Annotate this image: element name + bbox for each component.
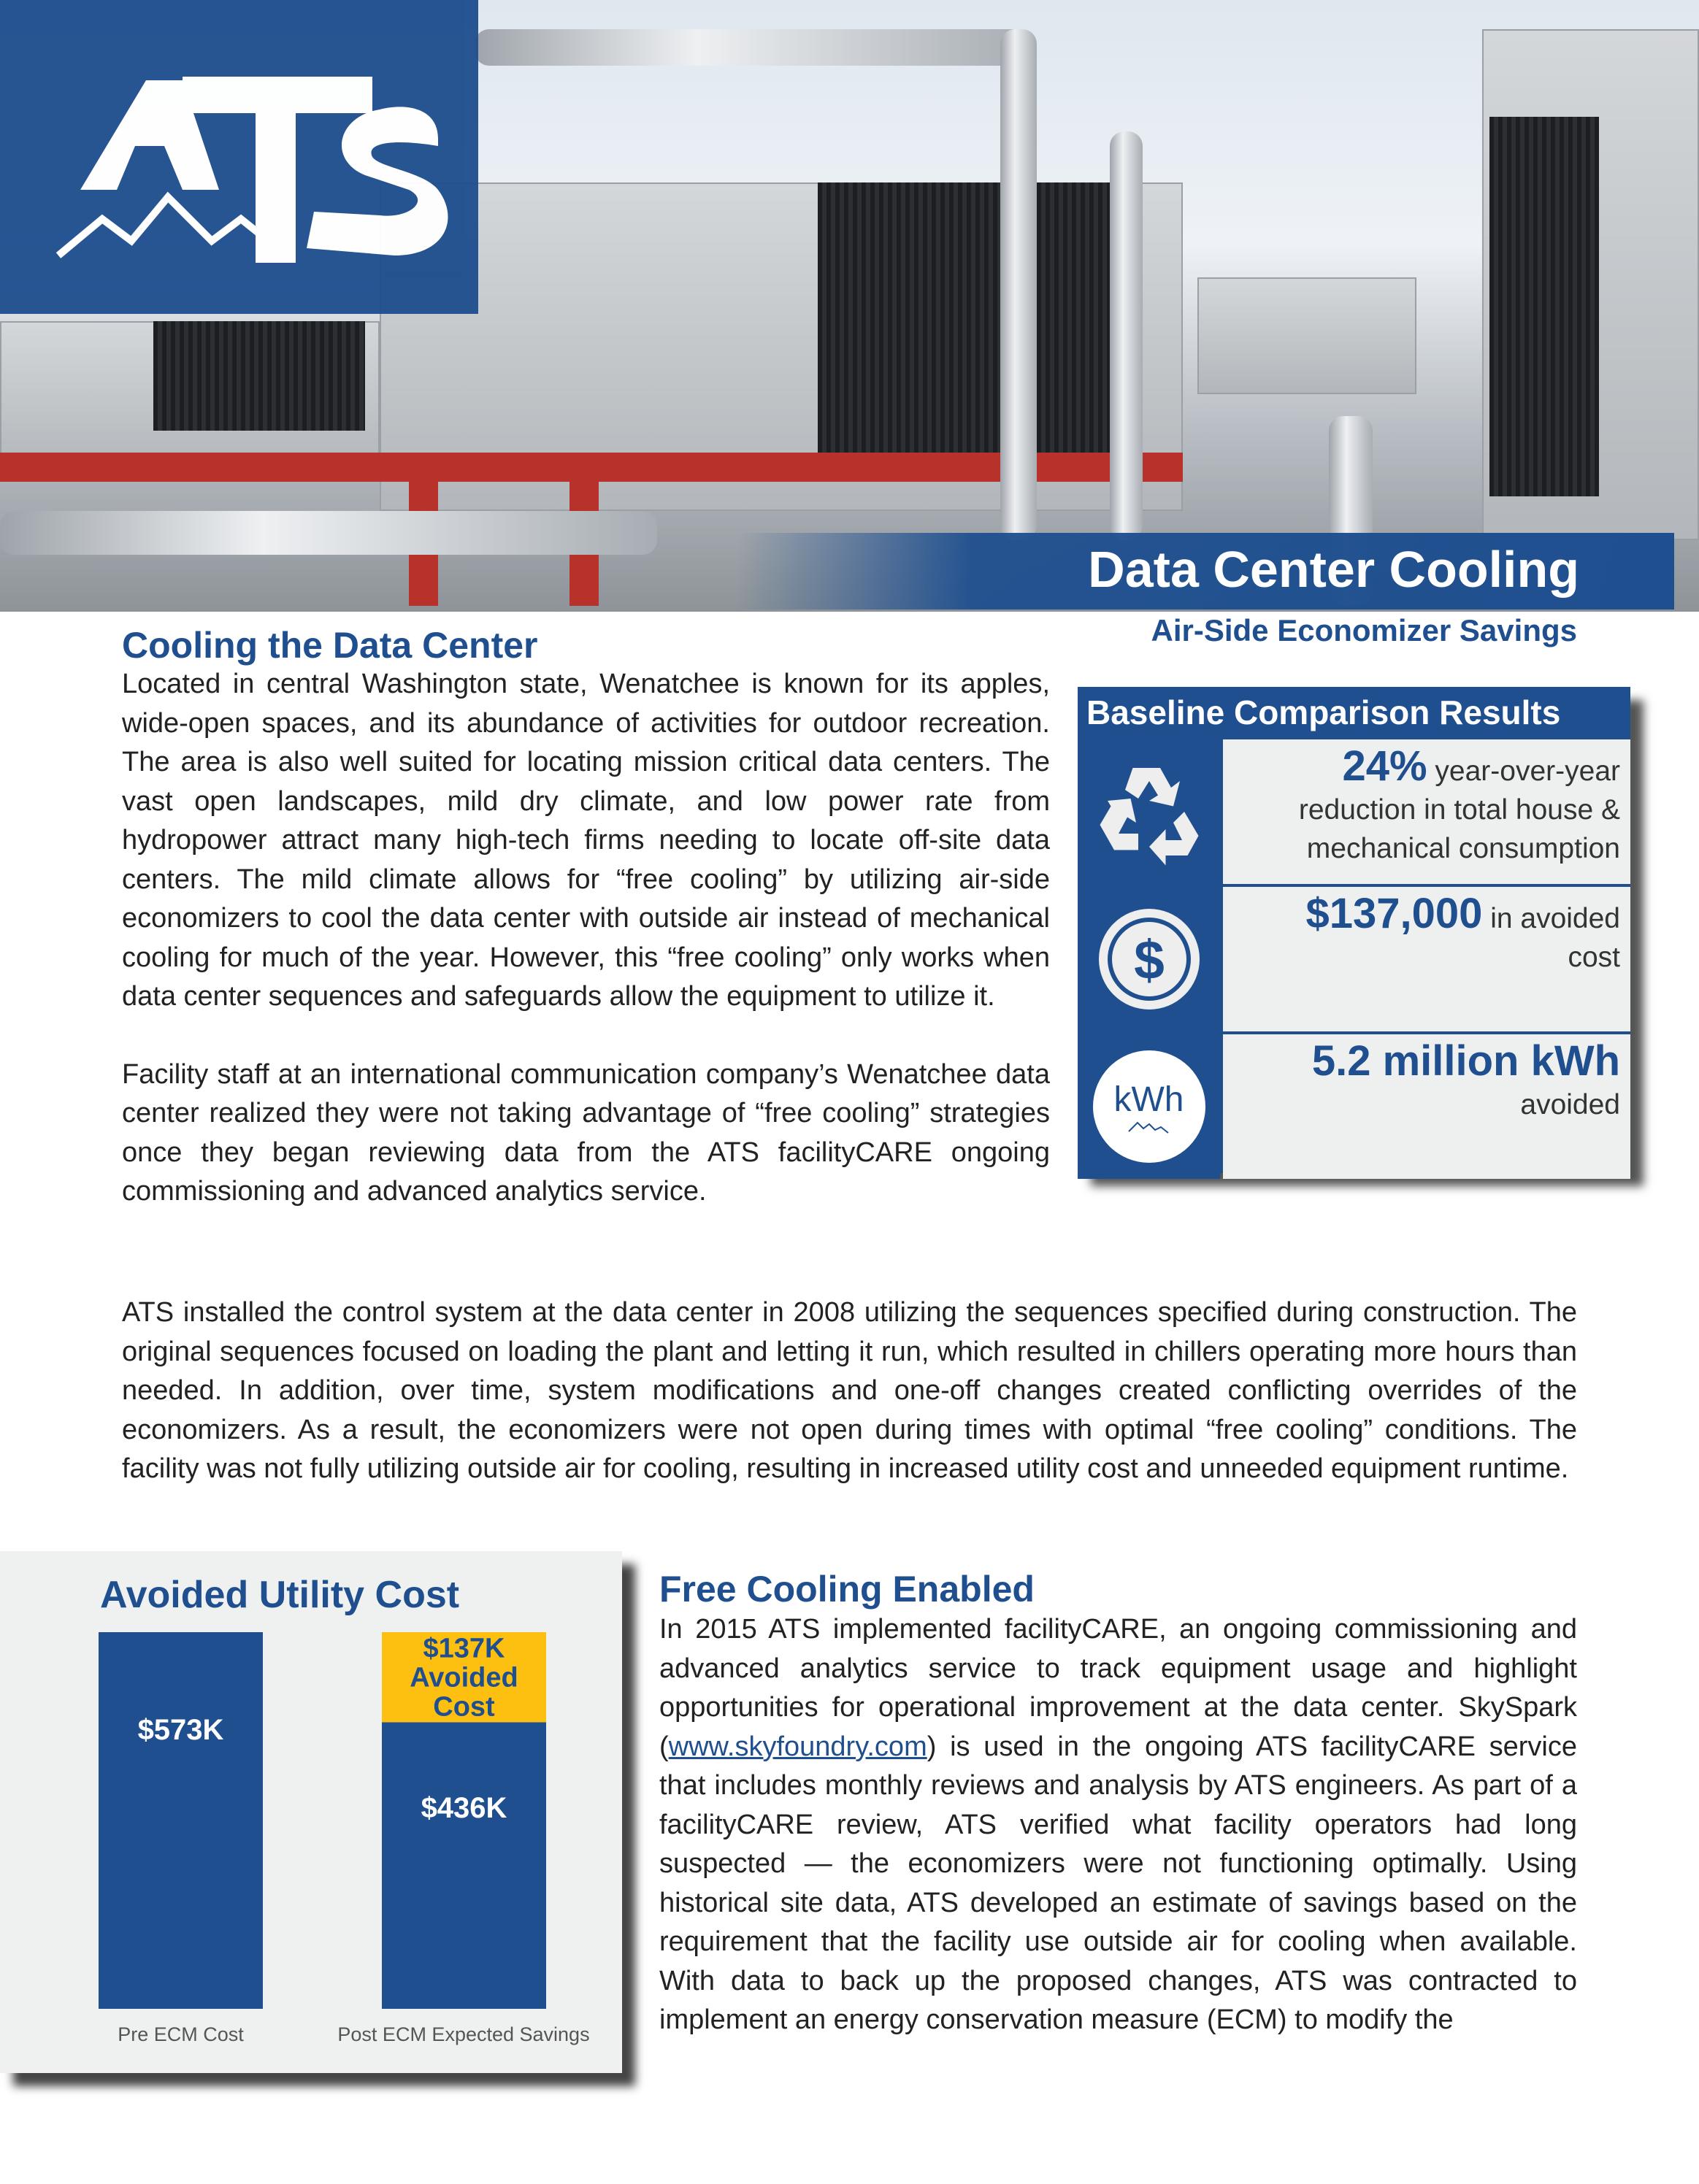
data-label: Cost [433,1691,495,1723]
result-label: reduction in total house & mechanical consumption [1298,794,1620,864]
bar-cost [382,1722,546,2009]
result-label: year-over-year [1427,755,1620,787]
pipe [1110,131,1143,540]
page-subtitle: Air-Side Economizer Savings [1151,613,1577,647]
paragraph-text: In 2015 ATS implemented facilityCARE, an ongoing commissioning and advanced analytics service to track equipment usage and highlight opportunities for operational improvement at the data center. SkySpark ( [659,1614,1577,1762]
result-value: 24% [1342,742,1427,790]
result-label: in avoided [1482,903,1620,934]
skyfoundry-link[interactable]: www.skyfoundry.com [668,1731,927,1762]
baseline-results-box [1078,687,1630,1173]
data-label: $436K [421,1792,507,1825]
pipe [0,511,657,555]
dollar-icon [1078,887,1220,1031]
ats-logo [0,0,478,314]
header-photo [0,0,1699,612]
louver [153,321,365,431]
chart-title: Avoided Utility Cost [100,1574,460,1616]
pipe [1000,29,1037,540]
free-cooling-section [659,1568,1577,2040]
kwh-icon-label: kWh [1113,1080,1184,1119]
section-heading: Free Cooling Enabled [659,1569,1035,1610]
avoided-cost-chart [0,1551,622,2073]
result-label: cost [1568,942,1620,973]
louver [1489,117,1599,496]
result-row [1078,887,1630,1031]
svg-text:$: $ [1133,929,1165,991]
result-text [1223,739,1630,884]
paragraph [659,1610,1577,2040]
section-heading: Cooling the Data Center [122,625,538,666]
paragraph: ATS installed the control system at the data center in 2008 utilizing the sequences specified during construction. The original sequences focused on loading the plant and letting it run, which resulted in chillers operating more hours than needed. In addition, over time, system modifications and one-off changes created conflicting overrides of the economizers. As a result, the economizers were not open during times with optimal “free cooling” conditions. The facility was not fully utilizing outside air for cooling, resulting in increased utility cost and unneeded equipment runtime. [122,1297,1577,1484]
louver [818,182,1124,467]
cooling-unit [1197,277,1416,394]
title-banner [737,533,1674,610]
x-tick-label: Post ECM Expected Savings [337,2023,590,2045]
recycle-icon [1078,739,1220,884]
paragraph-text: ) is used in the ongoing ATS facilityCARE service that includes monthly reviews and analysis by ATS engineers. As part of a facilityCARE review, ATS verified what facility operators had long suspected — the economizers were not functioning optimally. Using historical site data, ATS developed an estimate of savings based on the requirement that the facility use outside air for cooling when available. With data to back up the proposed changes, ATS was contracted to implement an energy conservation measure (ECM) to modify the [659,1731,1577,2035]
page-title: Data Center Cooling [1088,541,1579,598]
trend-down-icon [1127,1120,1171,1134]
result-label: avoided [1520,1089,1620,1120]
x-tick-label: Pre ECM Cost [118,2023,244,2045]
result-value: 5.2 million kWh [1311,1037,1620,1085]
baseline-title: Baseline Comparison Results [1086,693,1561,731]
result-row [1078,1034,1630,1179]
kwh-icon [1078,1034,1220,1179]
bar-cost [99,1632,263,2009]
data-label: $573K [137,1714,224,1747]
data-label: $137K [423,1633,505,1664]
paragraph: Located in central Washington state, Wenatchee is known for its apples, wide-open spaces, and its abundance of activities for outdoor recreation. The area is also well suited for locating mission critical data centers. The vast open landscapes, mild dry climate, and low power rate from hydropower attract many high-tech firms needing to locate off-site data centers. The mild climate allows for “free cooling” by utilizing air-side economizers to cool the data center with outside air instead of mechanical cooling for much of the year. However, this “free cooling” only works when data center sequences and safeguards allow the equipment to utilize it. [122,669,1050,1012]
intro-column [122,624,1050,1212]
result-row [1078,739,1630,884]
paragraph: Facility staff at an international communication company’s Wenatchee data center realized they were not taking advantage of “free cooling” strategies once they began reviewing data from the ATS facilityCARE ongoing commissioning and advanced analytics service. [122,1058,1050,1207]
chart-svg [0,1551,622,2073]
result-text [1223,1034,1630,1179]
ats-logo-mark [0,0,478,314]
pipe [475,29,1029,66]
result-text [1223,887,1630,1031]
data-label: Avoided [410,1662,518,1693]
result-value: $137,000 [1305,890,1483,937]
